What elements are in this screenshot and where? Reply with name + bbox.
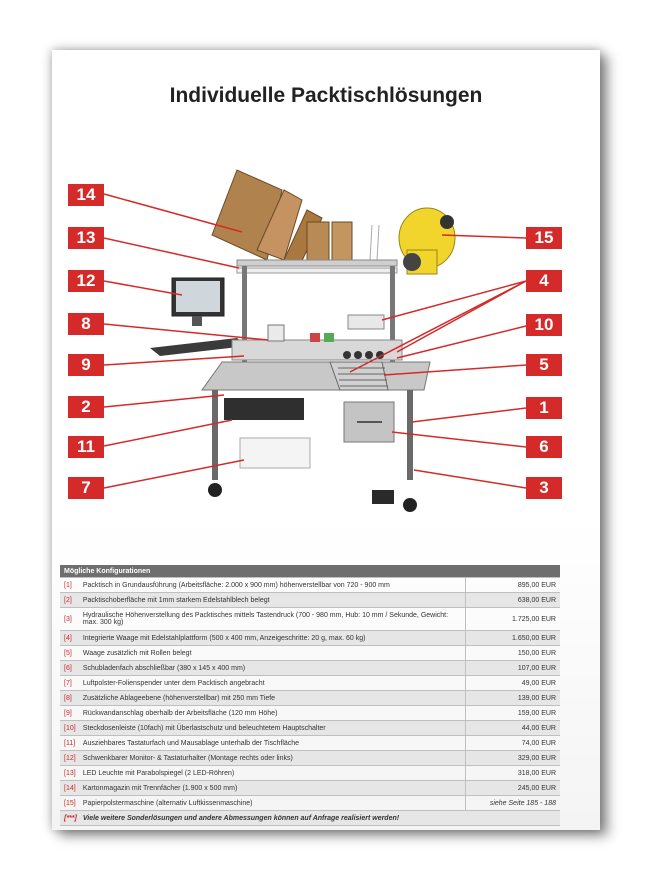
row-num: [13] [60, 766, 79, 781]
footer-note: Viele weitere Sonderlösungen und andere Abmessungen können auf Anfrage realisiert werden! [79, 811, 560, 826]
row-num: [15] [60, 796, 79, 811]
callout-5: 5 [526, 354, 562, 376]
row-price: 49,00 EUR [466, 676, 561, 691]
table-row [60, 691, 560, 706]
callout-12: 12 [68, 270, 104, 292]
callout-2: 2 [68, 396, 104, 418]
row-num: [14] [60, 781, 79, 796]
table-row [60, 721, 560, 736]
row-num: [1] [60, 578, 79, 593]
row-price: 74,00 EUR [466, 736, 561, 751]
row-price: 139,00 EUR [466, 691, 561, 706]
row-desc: Steckdosenleiste (10fach) mit Überlastschutz und beleuchtetem Hauptschalter [79, 721, 466, 736]
row-desc: LED Leuchte mit Parabolspiegel (2 LED-Röhren) [79, 766, 466, 781]
row-desc: Ausziehbares Tastaturfach und Mausablage unterhalb der Tischfläche [79, 736, 466, 751]
roller-scale-icon [330, 362, 388, 390]
table-header-row [60, 565, 560, 578]
callout-13: 13 [68, 227, 104, 249]
callout-4: 4 [526, 270, 562, 292]
table-row [60, 631, 560, 646]
row-desc: Schubladenfach abschließbar (380 x 145 x 400 mm) [79, 661, 466, 676]
row-num: [8] [60, 691, 79, 706]
callout-10: 10 [526, 314, 562, 336]
row-num: [5] [60, 646, 79, 661]
row-desc: Rückwandanschlag oberhalb der Arbeitsfläche (120 mm Höhe) [79, 706, 466, 721]
foot-pedal-icon [372, 490, 394, 504]
row-price: 107,00 EUR [466, 661, 561, 676]
callout-11: 11 [68, 436, 104, 458]
row-num: [4] [60, 631, 79, 646]
row-price: 150,00 EUR [466, 646, 561, 661]
table-top [202, 362, 430, 390]
table-row [60, 646, 560, 661]
table-row [60, 736, 560, 751]
table-row [60, 608, 560, 631]
row-price: 1.725,00 EUR [466, 608, 561, 631]
row-num: [6] [60, 661, 79, 676]
monitor-icon [172, 278, 224, 326]
top-shelf [237, 260, 397, 266]
cardboard-boxes-icon [212, 170, 379, 265]
callout-9: 9 [68, 354, 104, 376]
callout-14: 14 [68, 184, 104, 206]
table-row [60, 796, 560, 811]
row-num: [12] [60, 751, 79, 766]
configuration-table [60, 565, 560, 826]
row-price: 44,00 EUR [466, 721, 561, 736]
row-price: 245,00 EUR [466, 781, 561, 796]
row-desc: Integrierte Waage mit Edelstahlplattform (500 x 400 mm, Anzeigeschritte: 20 g, max. 60 kg) [79, 631, 466, 646]
callout-3: 3 [526, 477, 562, 499]
table-row [60, 766, 560, 781]
row-num: [11] [60, 736, 79, 751]
row-price: 1.650,00 EUR [466, 631, 561, 646]
table-row [60, 593, 560, 608]
footer-num: [***] [60, 811, 79, 826]
row-num: [10] [60, 721, 79, 736]
row-price: 638,00 EUR [466, 593, 561, 608]
table-row [60, 676, 560, 691]
catalog-page [52, 50, 600, 830]
table-row [60, 781, 560, 796]
callout-6: 6 [526, 436, 562, 458]
row-price: 895,00 EUR [466, 578, 561, 593]
row-price: siehe Seite 185 - 188 [466, 796, 561, 811]
keyboard-drawer-icon [224, 398, 304, 420]
table-row [60, 706, 560, 721]
callout-1: 1 [526, 397, 562, 419]
row-desc: Hydraulische Höhenverstellung des Packtisches mittels Tastendruck (700 - 980 mm, Hub: 10 mm / Sekunde, Gewicht: max. 300 kg) [79, 608, 466, 631]
row-num: [9] [60, 706, 79, 721]
scale-display-icon [348, 315, 384, 329]
table-row [60, 661, 560, 676]
row-desc: Luftpolster-Folienspender unter dem Packtisch angebracht [79, 676, 466, 691]
row-desc: Papierpolstermaschine (alternativ Luftkissenmaschine) [79, 796, 466, 811]
row-price: 159,00 EUR [466, 706, 561, 721]
row-desc: Zusätzliche Ablageebene (höhenverstellbar) mit 250 mm Tiefe [79, 691, 466, 706]
callout-15: 15 [526, 227, 562, 249]
film-dispenser-icon [240, 438, 310, 468]
page-title: Individuelle Packtischlösungen [169, 84, 483, 107]
paper-cushion-machine-icon [399, 208, 455, 274]
callout-7: 7 [68, 477, 104, 499]
table-header: Mögliche Konfigurationen [60, 565, 560, 578]
row-price: 329,00 EUR [466, 751, 561, 766]
row-desc: Schwenkbarer Monitor- & Tastaturhalter (Montage rechts oder links) [79, 751, 466, 766]
row-num: [2] [60, 593, 79, 608]
row-desc: Packtischoberfläche mit 1mm starkem Edelstahlblech belegt [79, 593, 466, 608]
row-num: [7] [60, 676, 79, 691]
table-row [60, 578, 560, 593]
packing-table-illustration [52, 50, 600, 570]
table-footer-row [60, 811, 560, 826]
table-row [60, 751, 560, 766]
row-num: [3] [60, 608, 79, 631]
row-price: 318,00 EUR [466, 766, 561, 781]
row-desc: Packtisch in Grundausführung (Arbeitsfläche: 2.000 x 900 mm) höhenverstellbar von 720 - 900 mm [79, 578, 466, 593]
row-desc: Waage zusätzlich mit Rollen belegt [79, 646, 466, 661]
callout-8: 8 [68, 313, 104, 335]
row-desc: Kartonmagazin mit Trennfächer (1.900 x 500 mm) [79, 781, 466, 796]
